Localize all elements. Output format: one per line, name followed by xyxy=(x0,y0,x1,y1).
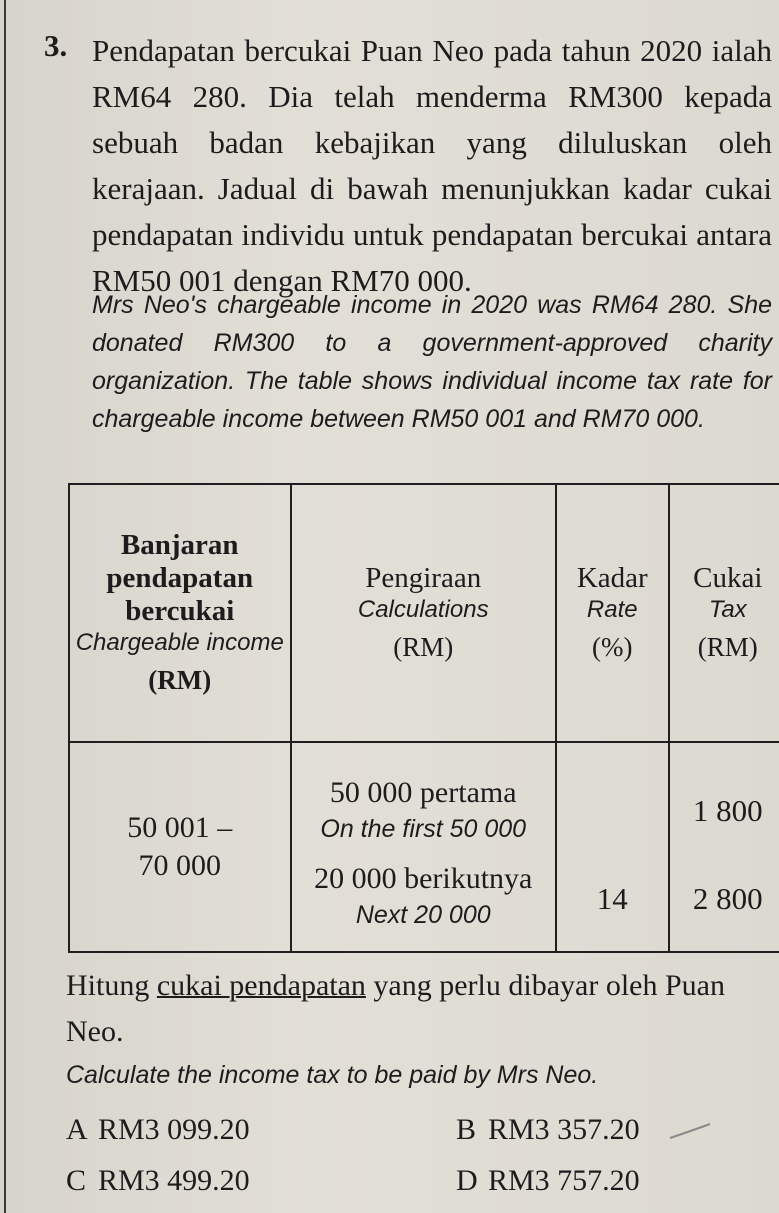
instruction-malay-pre: Hitung xyxy=(66,969,157,1002)
option-a-letter: A xyxy=(66,1113,88,1146)
tax-first: 1 800 xyxy=(692,793,763,828)
rate-cell xyxy=(556,742,669,952)
instruction-english: Calculate the income tax to be paid by Mrs Neo. xyxy=(66,1061,599,1089)
header-chargeable-income xyxy=(69,484,291,742)
question-text-malay: Pendapatan bercukai Puan Neo pada tahun 2020 ialah RM64 280. Dia telah menderma RM300 kepada sebuah badan kebajikan yang diluluskan oleh kerajaan. Jadual di bawah menunjukkan kadar cukai pendapatan individu untuk pendapatan bercukai antara RM50 001 dengan RM70 000. xyxy=(92,33,772,298)
header-calculations xyxy=(291,484,556,742)
option-b-letter: B xyxy=(456,1113,477,1146)
tax-cell xyxy=(669,742,779,952)
header-rate-unit: (%) xyxy=(592,631,633,662)
instruction-malay xyxy=(66,963,779,1055)
header-rate-malay: Kadar xyxy=(576,561,648,594)
option-b-value: RM3 357.20 xyxy=(488,1113,640,1146)
header-chargeable-income-english: Chargeable income xyxy=(75,628,284,656)
option-c[interactable] xyxy=(66,1163,250,1199)
instruction-malay-underlined: cukai pendapatan xyxy=(156,969,366,1002)
header-rate-english: Rate xyxy=(586,595,638,623)
option-c-value: RM3 499.20 xyxy=(98,1164,250,1197)
question-number: 3. xyxy=(44,28,68,63)
header-tax-unit: (RM) xyxy=(697,631,758,662)
option-d-letter: D xyxy=(456,1164,478,1197)
tax-next: 2 800 xyxy=(692,881,763,916)
calc-first-english: On the first 50 000 xyxy=(320,815,527,843)
option-c-letter: C xyxy=(66,1164,87,1197)
rate-next: 14 xyxy=(596,881,628,916)
option-a-value: RM3 099.20 xyxy=(98,1113,250,1146)
calc-first-malay: 50 000 pertama xyxy=(329,776,517,809)
rate-first xyxy=(557,790,668,832)
header-tax xyxy=(669,484,779,742)
question-text-english: Mrs Neo's chargeable income in 2020 was RM64 280. She donated RM300 to a government-approved charity organization. The table shows individual income tax rate for chargeable income between RM50 001 and RM70 000. xyxy=(92,291,772,433)
header-tax-english: Tax xyxy=(708,595,747,623)
header-tax-malay: Cukai xyxy=(693,561,763,594)
header-chargeable-income-unit: (RM) xyxy=(148,664,212,695)
margin-line xyxy=(4,0,6,1213)
income-range-line2: 70 000 xyxy=(138,849,221,882)
header-calculations-malay: Pengiraan xyxy=(365,561,482,594)
income-range-cell xyxy=(69,742,291,952)
header-rate xyxy=(556,484,669,742)
pencil-tick-mark xyxy=(668,1122,712,1140)
income-range-line1: 50 001 – xyxy=(127,811,233,844)
instruction-malay-post: yang perlu dibayar oleh Puan Neo. xyxy=(66,969,725,1048)
calculations-cell xyxy=(291,742,556,952)
option-d[interactable] xyxy=(456,1163,640,1199)
calc-row-next xyxy=(292,860,555,932)
calc-next-english: Next 20 000 xyxy=(355,901,491,929)
calc-row-first xyxy=(292,774,555,846)
tax-rate-table xyxy=(68,483,779,953)
header-calculations-english: Calculations xyxy=(357,595,489,623)
option-a[interactable] xyxy=(66,1112,250,1148)
table-row xyxy=(69,742,779,952)
option-b[interactable] xyxy=(456,1112,640,1148)
option-d-value: RM3 757.20 xyxy=(488,1164,640,1197)
header-chargeable-income-malay: Banjaran pendapatan bercukai xyxy=(106,528,254,627)
calc-next-malay: 20 000 berikutnya xyxy=(314,862,533,895)
header-calculations-unit: (RM) xyxy=(393,631,454,662)
table-header-row xyxy=(69,484,779,742)
